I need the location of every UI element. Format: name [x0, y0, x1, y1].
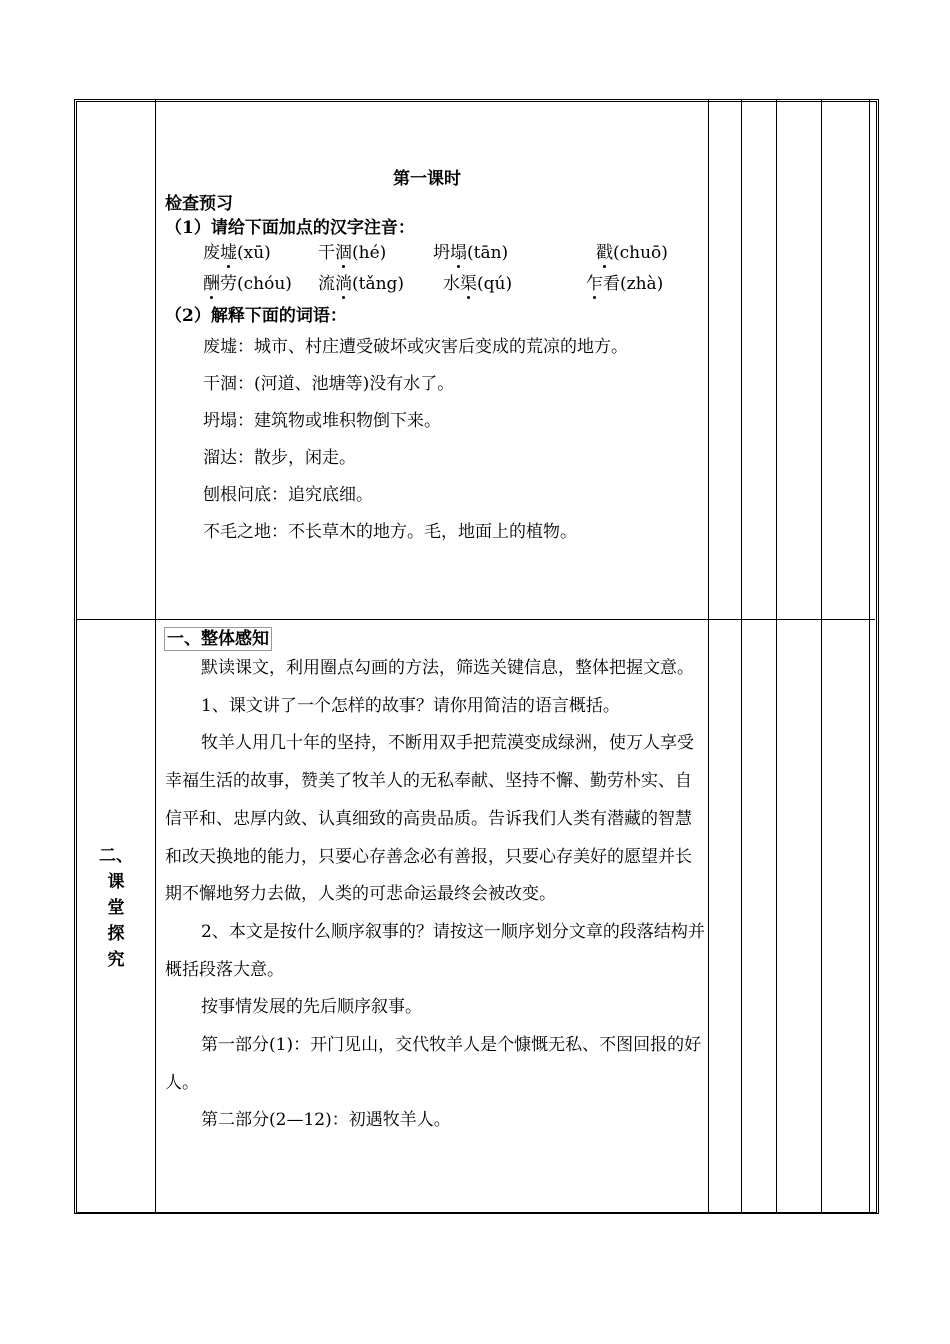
- body-paragraph: 2、本文是按什么顺序叙事的？请按这一顺序划分文章的段落结构并概括段落大意。: [165, 921, 705, 980]
- definition-item: 废墟：城市、村庄遭受破坏或灾害后变成的荒凉的地方。: [203, 337, 628, 357]
- definition-item: 不毛之地：不长草木的地方。毛，地面上的植物。: [203, 522, 577, 542]
- body-paragraph: 按事情发展的先后顺序叙事。: [201, 997, 422, 1018]
- section-title: 一、整体感知: [164, 627, 272, 651]
- body-paragraph: 第一部分(1)：开门见山，交代牧羊人是个慷慨无私、不图回报的好人。: [165, 1035, 702, 1093]
- body-paragraph: 默读课文，利用圈点勾画的方法，筛选关键信息，整体把握文意。: [201, 658, 694, 678]
- definition-item: 刨根问底：追究底细。: [203, 485, 373, 505]
- column-divider: [869, 99, 870, 1213]
- body-paragraph: 第二部分(2—12)：初遇牧羊人。: [201, 1110, 451, 1131]
- pinyin-item: 废墟(xū): [203, 243, 271, 263]
- definition-item: 溜达：散步，闲走。: [203, 448, 356, 468]
- body-paragraph: 牧羊人用几十年的坚持，不断用双手把荒漠变成绿洲，使万人享受幸福生活的故事，赞美了牧羊人的无私奉献、坚持不懈、勤劳朴实、自信平和、忠厚内敛、认真细致的高贵品质。告诉我们人类有潜藏的智慧和改天换地的能力，只要心存善念必有善报，只要心存美好的愿望并长期不懈地努力去做，人类的可悲命运最终会被改变。: [165, 733, 694, 905]
- column-divider: [821, 99, 822, 1213]
- lesson-heading: 第一课时: [393, 169, 461, 189]
- question-1-title: （1）请给下面加点的汉字注音：: [165, 218, 415, 238]
- column-divider: [708, 99, 709, 1213]
- definition-item: 坍塌：建筑物或堆积物倒下来。: [203, 411, 441, 431]
- pinyin-item: 流淌(tǎng): [318, 274, 405, 294]
- pinyin-item: 戳(chuō): [596, 243, 668, 263]
- pinyin-item: 乍看(zhà): [586, 274, 664, 294]
- column-divider: [155, 99, 156, 1213]
- section-label: 二、 课 堂 探 究: [99, 846, 133, 970]
- pinyin-item: 水渠(qú): [443, 274, 513, 294]
- pinyin-item: 干涸(hé): [318, 243, 387, 263]
- column-divider: [776, 99, 777, 1213]
- question-2-title: （2）解释下面的词语：: [165, 306, 347, 326]
- section-body: [165, 650, 705, 1140]
- pinyin-item: 坍塌(tān): [433, 243, 509, 263]
- column-divider: [741, 99, 742, 1213]
- body-paragraph: 1、课文讲了一个怎样的故事？请你用简洁的语言概括。: [201, 695, 620, 716]
- row-divider: [77, 619, 875, 620]
- definition-item: 干涸：(河道、池塘等)没有水了。: [203, 374, 455, 394]
- preview-title: 检查预习: [165, 194, 233, 214]
- pinyin-item: 酬劳(chóu): [203, 274, 292, 294]
